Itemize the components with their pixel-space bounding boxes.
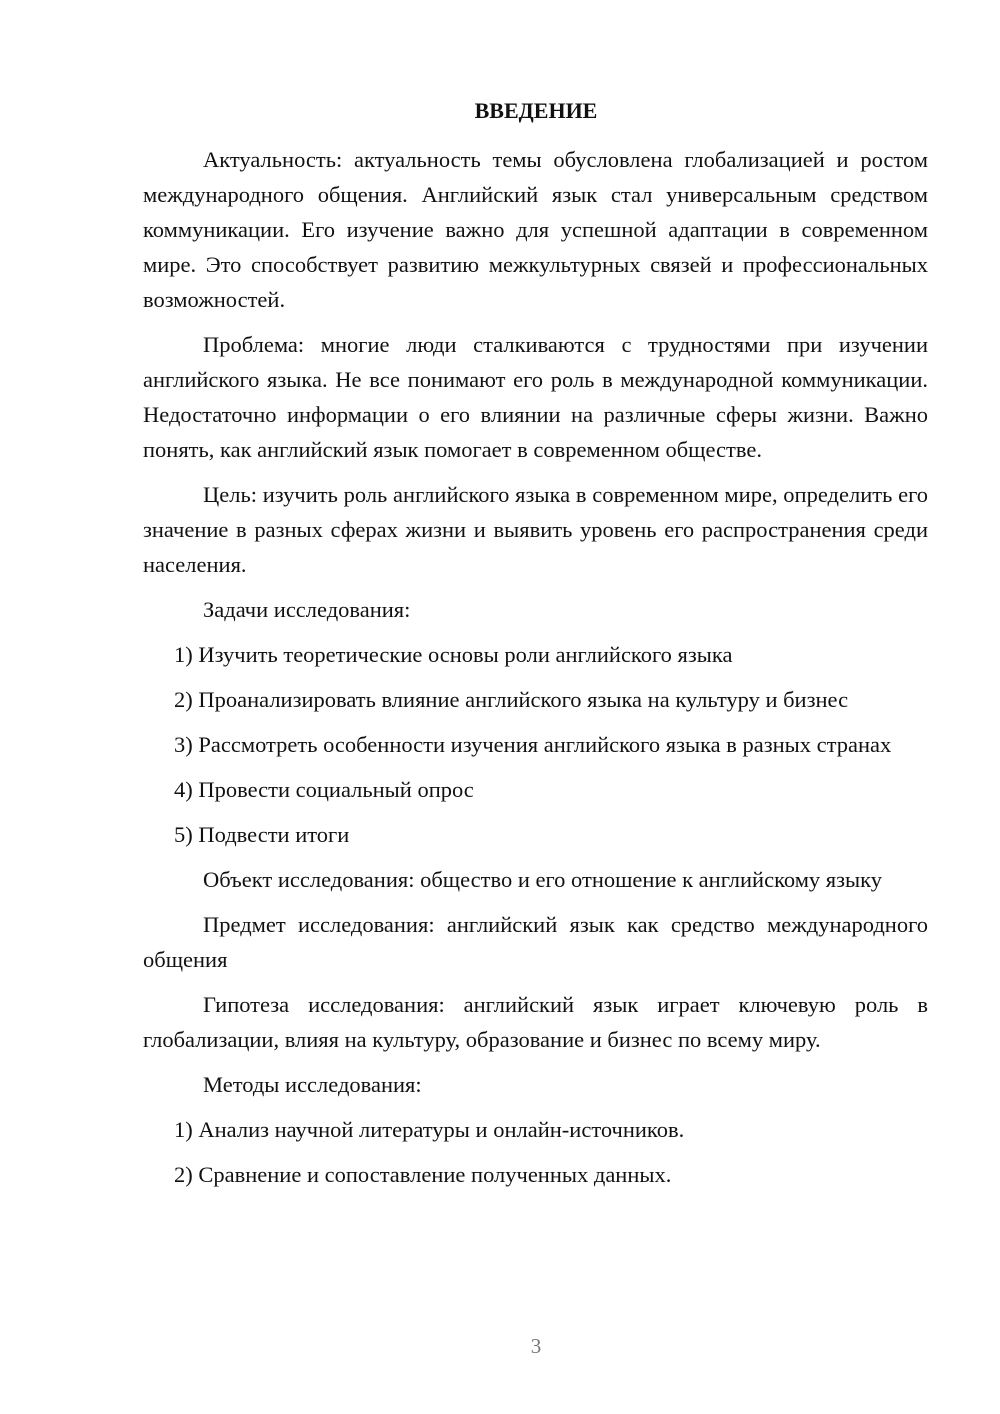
object-paragraph: Объект исследования: общество и его отношение к английскому языку: [203, 867, 883, 892]
problem-paragraph: Проблема: многие люди сталкиваются с трудностями при изучении английского языка. Не все понимают его роль в международной коммуникации. Недостаточно информации о его влиянии на различные сферы жизни. Важно понять, как английский язык помогает в современном обществе.: [143, 332, 928, 462]
method-item: 1) Анализ научной литературы и онлайн-источников.: [174, 1117, 685, 1142]
method-item: 2) Сравнение и сопоставление полученных данных.: [174, 1162, 672, 1187]
task-item: 1) Изучить теоретические основы роли английского языка: [174, 642, 733, 667]
task-item: 4) Провести социальный опрос: [174, 777, 474, 802]
goal-paragraph: Цель: изучить роль английского языка в современном мире, определить его значение в разных сферах жизни и выявить уровень его распространения среди населения.: [143, 482, 928, 577]
relevance-paragraph: Актуальность: актуальность темы обусловлена глобализацией и ростом международного общения. Английский язык стал универсальным средством коммуникации. Его изучение важно для успешной адаптации в современном мире. Это способствует развитию межкультурных связей и профессиональных возможностей.: [143, 147, 928, 312]
document-body: [143, 142, 928, 1202]
task-item: 3) Рассмотреть особенности изучения английского языка в разных странах: [174, 732, 892, 757]
methods-title: Методы исследования:: [203, 1072, 422, 1097]
page-number: 3: [530, 1334, 542, 1358]
task-item: 2) Проанализировать влияние английского языка на культуру и бизнес: [174, 687, 849, 712]
tasks-title: Задачи исследования:: [203, 597, 411, 622]
task-item: 5) Подвести итоги: [174, 822, 350, 847]
section-heading: ВВЕДЕНИЕ: [474, 98, 598, 123]
hypothesis-paragraph: Гипотеза исследования: английский язык играет ключевую роль в глобализации, влияя на культуру, образование и бизнес по всему миру.: [143, 992, 928, 1052]
subject-paragraph: Предмет исследования: английский язык как средство международного общения: [143, 912, 928, 972]
